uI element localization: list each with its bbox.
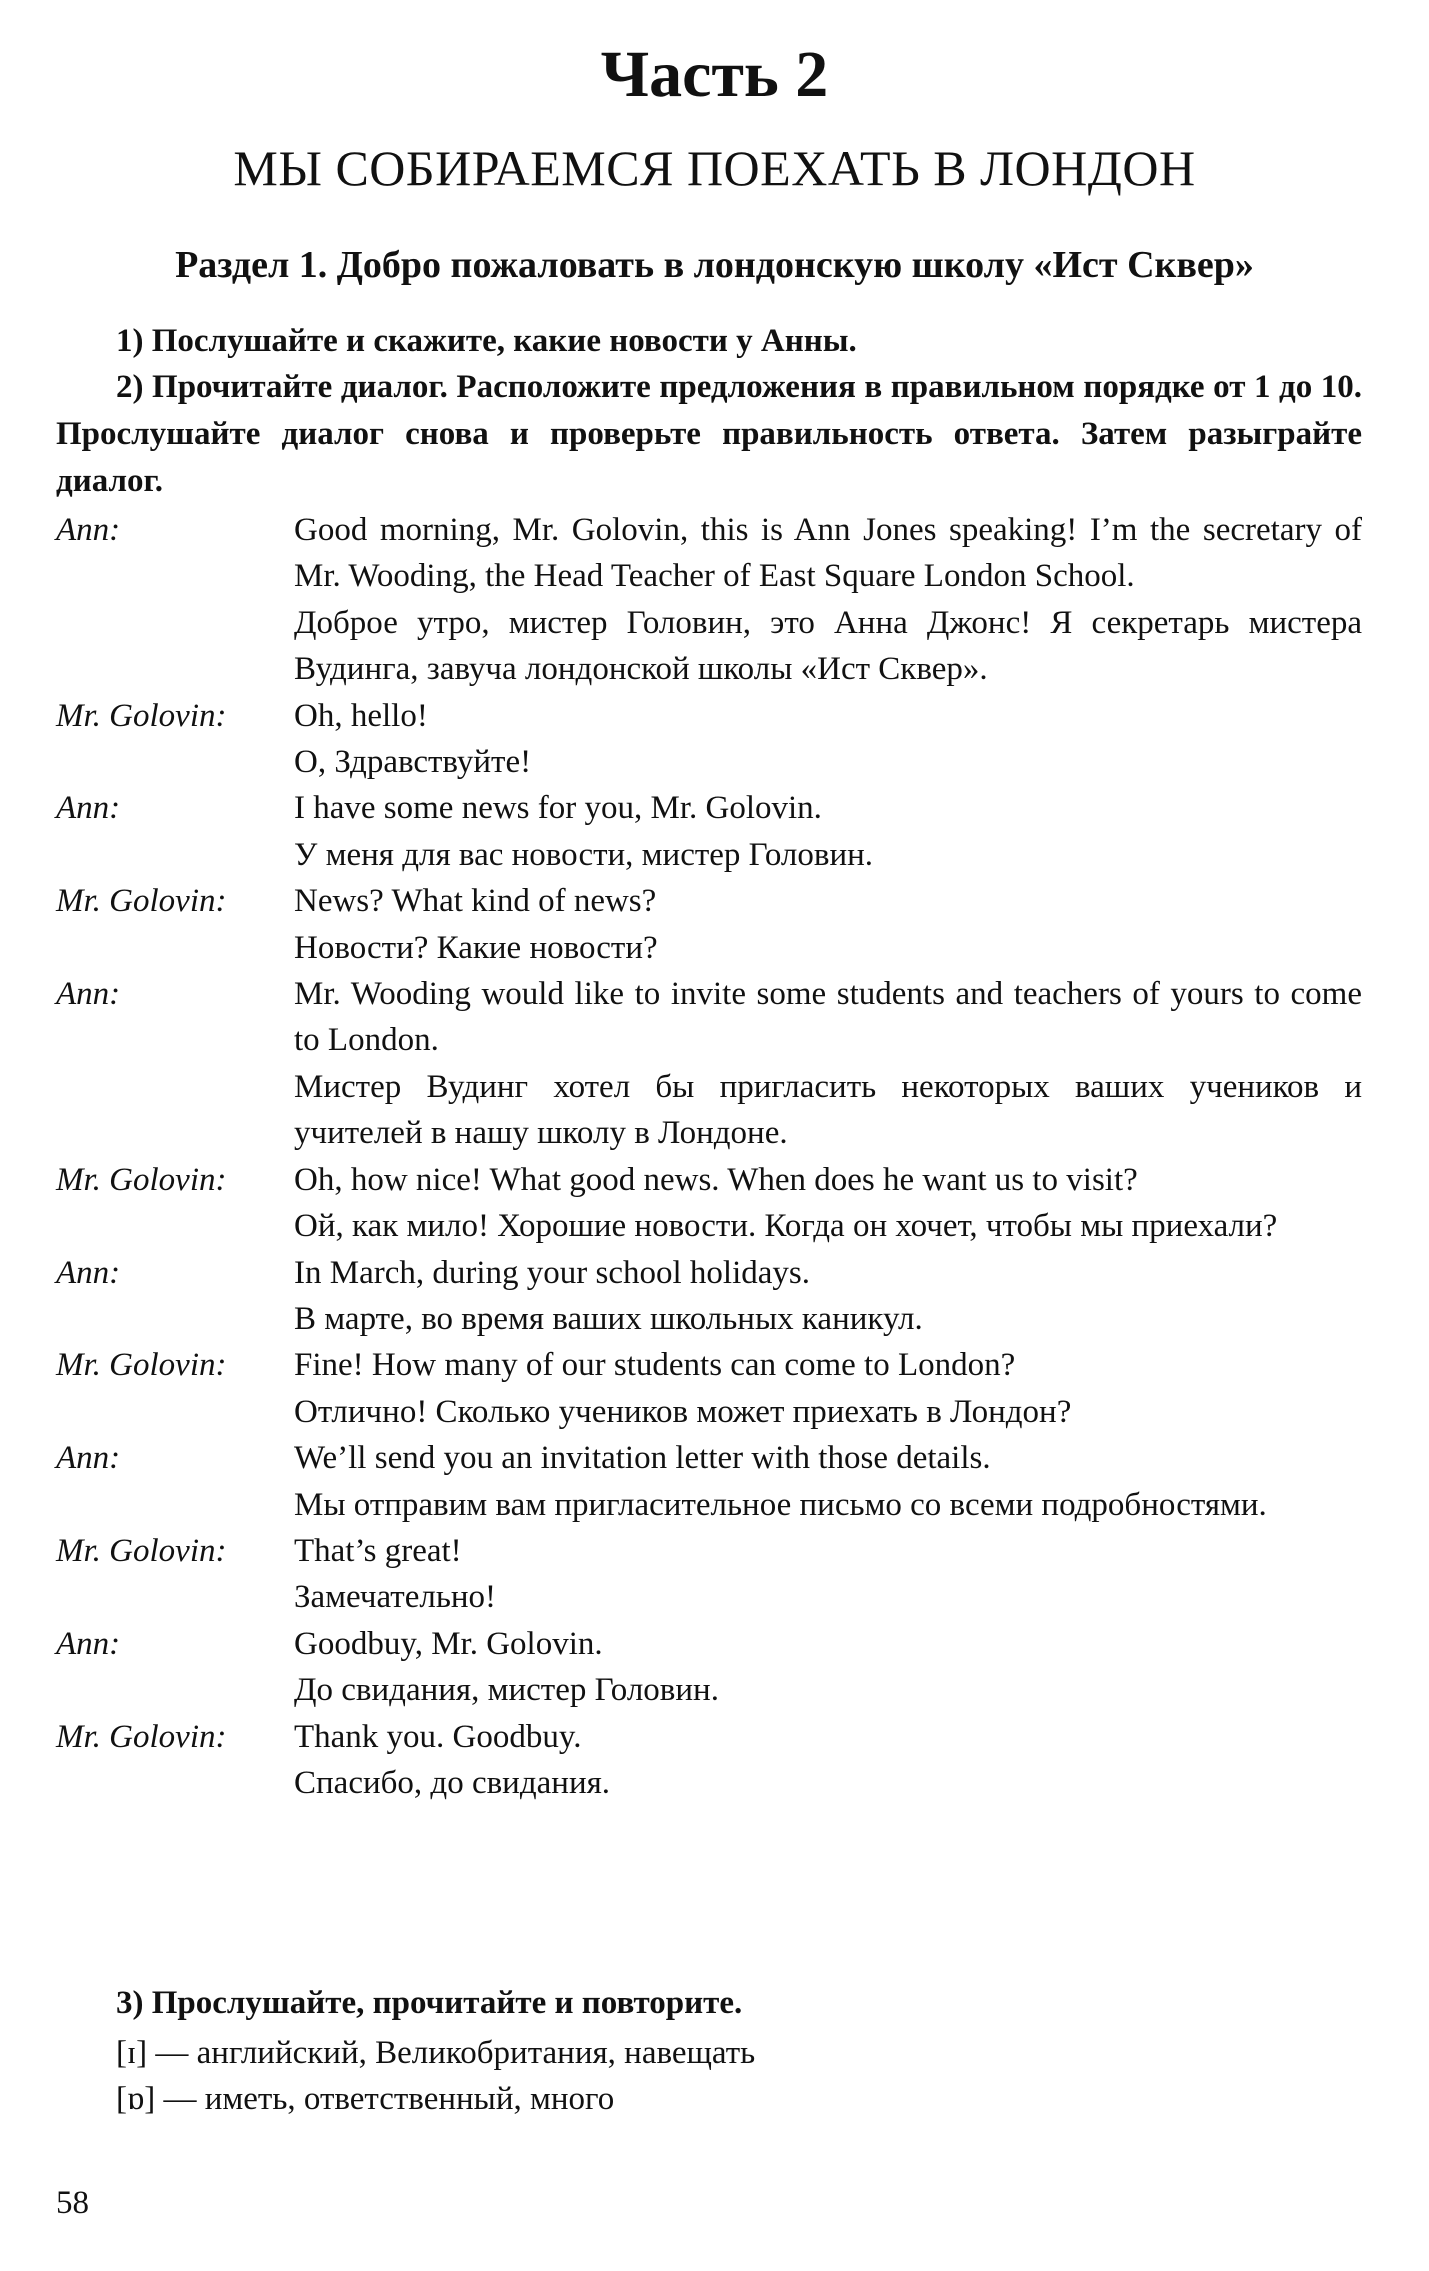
- speaker: Ann:: [56, 512, 121, 548]
- dialog-turn: [56, 785, 1362, 878]
- speaker: Ann:: [56, 1625, 121, 1662]
- speaker: Mr. Golovin:: [56, 1532, 227, 1569]
- english-line: In March, during your school holidays.: [294, 1254, 810, 1291]
- english-line: We’ll send you an invitation letter with those details.: [294, 1440, 991, 1477]
- russian-line: До свидания, мистер Головин.: [294, 1672, 719, 1709]
- dialog-turn: [56, 1621, 1362, 1714]
- dialog-turn: [56, 507, 1362, 693]
- dialog-turn: [56, 1435, 1362, 1528]
- russian-line: Мы отправим вам пригласительное письмо со всеми подробностями.: [294, 1486, 1267, 1523]
- page-number: 58: [56, 2185, 89, 2221]
- english-line: Mr. Wooding would like to invite some students and teachers of yours to come to London.: [294, 976, 1362, 1059]
- english-line: Good morning, Mr. Golovin, this is Ann Jones speaking! I’m the secretary of Mr. Wooding, the Head Teacher of East Square London School.: [294, 512, 1362, 595]
- speaker: Mr. Golovin:: [56, 883, 227, 920]
- english-line: That’s great!: [294, 1532, 462, 1569]
- dialog: [56, 507, 1362, 1806]
- russian-line: Спасибо, до свидания.: [294, 1764, 611, 1801]
- phonetic-line-2: [ɒ] — иметь, ответственный, много: [116, 2081, 615, 2117]
- russian-line: У меня для вас новости, мистер Головин.: [294, 836, 874, 873]
- russian-line: Мистер Вудинг хотел бы пригласить некоторых ваших учеников и учителей в нашу школу в Лондоне.: [294, 1068, 1362, 1152]
- russian-line: В марте, во время ваших школьных каникул.: [294, 1300, 923, 1337]
- english-line: Fine! How many of our students can come to London?: [294, 1347, 1016, 1384]
- russian-line: Отлично! Сколько учеников может приехать в Лондон?: [294, 1393, 1072, 1430]
- speaker: Mr. Golovin:: [56, 697, 227, 734]
- speaker: Mr. Golovin:: [56, 1718, 227, 1755]
- unit-title: МЫ СОБИРАЕМСЯ ПОЕХАТЬ В ЛОНДОН: [233, 140, 1196, 196]
- speaker: Mr. Golovin:: [56, 1347, 227, 1384]
- english-line: Oh, hello!: [294, 697, 428, 734]
- speaker: Ann:: [56, 1440, 121, 1477]
- russian-line: О, Здравствуйте!: [294, 744, 532, 781]
- russian-line: Ой, как мило! Хорошие новости. Когда он хочет, чтобы мы приехали?: [294, 1208, 1278, 1245]
- dialog-turn: [56, 1250, 1362, 1343]
- speaker: Ann:: [56, 1254, 121, 1291]
- dialog-turn: [56, 878, 1362, 971]
- dialog-turn: [56, 1342, 1362, 1435]
- part-title: Часть 2: [600, 38, 829, 111]
- dialog-turn: [56, 1157, 1362, 1250]
- dialog-turn: [56, 971, 1362, 1157]
- english-line: Oh, how nice! What good news. When does he want us to visit?: [294, 1161, 1138, 1198]
- task-2: 2) Прочитайте диалог. Расположите предложения в правильном порядке от 1 до 10. Прослушайте диалог снова и проверьте правильность ответа. Затем разыграйте диалог.: [56, 369, 1362, 499]
- dialog-turn: [56, 693, 1362, 786]
- section-title: Раздел 1. Добро пожаловать в лондонскую школу «Ист Сквер»: [175, 244, 1254, 286]
- phonetic-line-1: [ɪ] — английский, Великобритания, навещать: [116, 2035, 756, 2071]
- speaker: Mr. Golovin:: [56, 1161, 227, 1198]
- russian-line: Доброе утро, мистер Головин, это Анна Джонс! Я секретарь мистера Вудинга, завуча лондонской школы «Ист Сквер».: [294, 604, 1362, 688]
- task-1: 1) Послушайте и скажите, какие новости у Анны.: [116, 323, 857, 359]
- task-3: 3) Прослушайте, прочитайте и повторите.: [116, 1985, 743, 2021]
- speaker: Ann:: [56, 976, 121, 1013]
- english-line: Thank you. Goodbuy.: [294, 1718, 582, 1755]
- dialog-turn: [56, 1528, 1362, 1621]
- russian-line: Новости? Какие новости?: [294, 929, 658, 966]
- speaker: Ann:: [56, 790, 121, 827]
- dialog-turn: [56, 1714, 1362, 1807]
- russian-line: Замечательно!: [294, 1579, 497, 1616]
- english-line: I have some news for you, Mr. Golovin.: [294, 790, 822, 827]
- english-line: Goodbuy, Mr. Golovin.: [294, 1625, 603, 1662]
- english-line: News? What kind of news?: [294, 883, 657, 920]
